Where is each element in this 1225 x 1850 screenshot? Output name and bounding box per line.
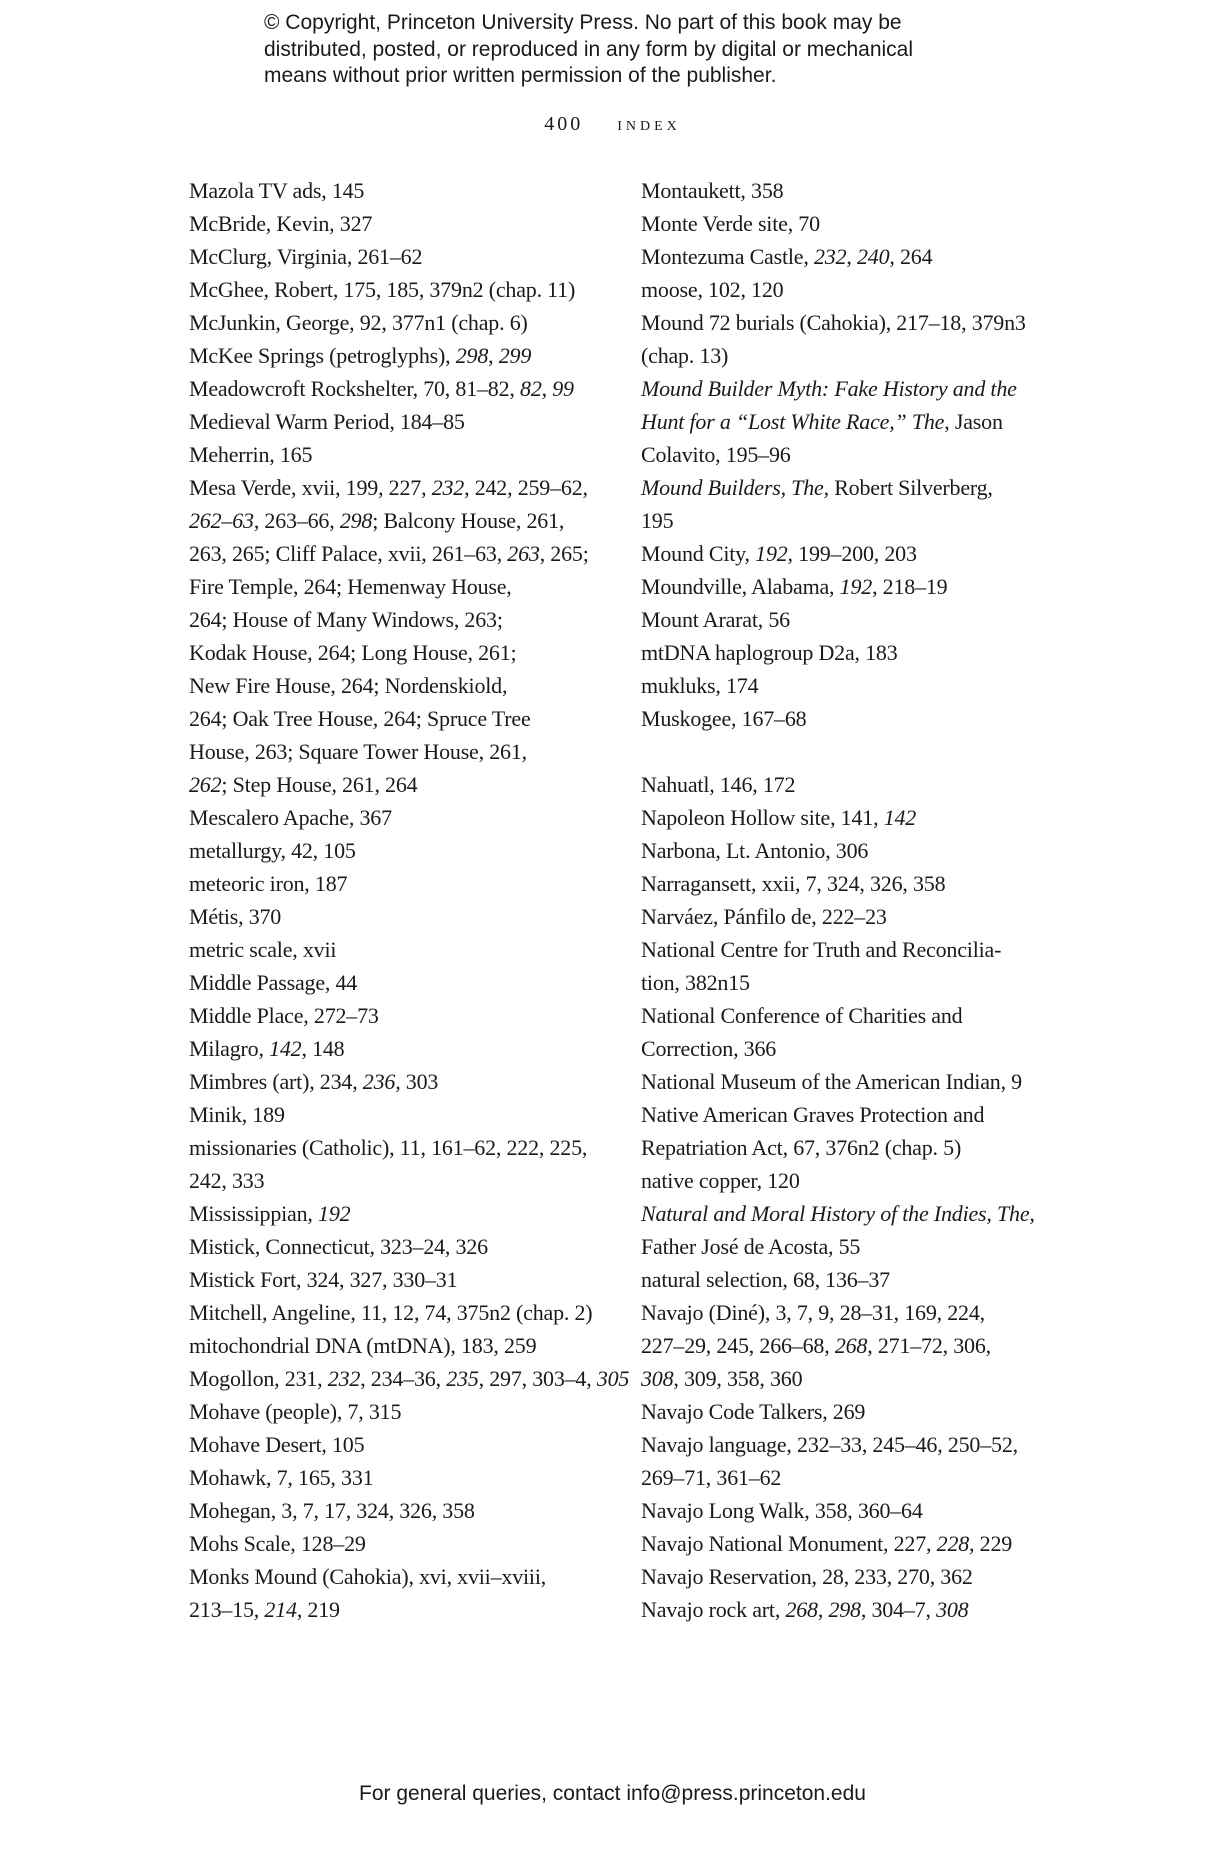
index-entry <box>641 1164 1061 1197</box>
index-entry-text: Middle Passage, 44 <box>189 970 358 995</box>
index-entry <box>641 603 1061 636</box>
index-entry-continuation: Colavito, 195–96 <box>641 442 791 467</box>
index-entry <box>641 1065 1061 1098</box>
index-entry-text: Navajo Code Talkers, 269 <box>641 1399 866 1424</box>
index-entry-continuation: 213–15, 214, 219 <box>189 1597 340 1622</box>
index-entry-text: McBride, Kevin, 327 <box>189 211 373 236</box>
index-entry-continuation: 264; House of Many Windows, 263; <box>189 607 503 632</box>
copyright-line: distributed, posted, or reproduced in any form by digital or mechanical <box>264 37 914 61</box>
index-entry <box>189 834 609 867</box>
index-entry <box>641 834 1061 867</box>
index-entry-text: National Museum of the American Indian, 9 <box>641 1069 1022 1094</box>
index-entry <box>189 801 609 834</box>
index-entry <box>189 372 609 405</box>
index-entry <box>189 867 609 900</box>
index-entry-continuation: New Fire House, 264; Nordenskiold, <box>189 673 508 698</box>
index-entry-text: Mistick, Connecticut, 323–24, 326 <box>189 1234 488 1259</box>
index-entry-text: Mississippian, 192 <box>189 1201 351 1226</box>
index-entry <box>189 1098 609 1131</box>
index-entry-continuation: 242, 333 <box>189 1168 265 1193</box>
index-entry-text: Mohave Desert, 105 <box>189 1432 365 1457</box>
index-entry <box>189 900 609 933</box>
index-entry <box>189 207 609 240</box>
index-entry-text: Navajo Reservation, 28, 233, 270, 362 <box>641 1564 973 1589</box>
index-entry-continuation: Hunt for a “Lost White Race,” The, Jason <box>641 409 1003 434</box>
index-entry-text: meteoric iron, 187 <box>189 871 348 896</box>
index-entry <box>641 1263 1061 1296</box>
copyright-line: means without prior written permission of the publisher. <box>264 64 777 87</box>
index-entry-continuation: tion, 382n15 <box>641 970 750 995</box>
index-entry <box>641 471 1061 537</box>
index-entry-continuation: 227–29, 245, 266–68, 268, 271–72, 306, <box>641 1333 991 1358</box>
index-entry <box>641 372 1061 471</box>
index-entry-text: Mound 72 burials (Cahokia), 217–18, 379n3 <box>641 310 1026 335</box>
index-entry-continuation: Father José de Acosta, 55 <box>641 1234 861 1259</box>
index-entry-text: Mound Builders, The, Robert Silverberg, <box>641 475 993 500</box>
copyright-notice <box>264 10 1024 90</box>
index-entry-continuation: 308, 309, 358, 360 <box>641 1366 803 1391</box>
index-entry-text: Mistick Fort, 324, 327, 330–31 <box>189 1267 458 1292</box>
index-entry <box>189 1428 609 1461</box>
index-entry-text: mitochondrial DNA (mtDNA), 183, 259 <box>189 1333 537 1358</box>
index-entry-text: Mazola TV ads, 145 <box>189 178 365 203</box>
index-entry <box>641 1428 1061 1494</box>
index-entry <box>641 240 1061 273</box>
index-entry <box>641 1098 1061 1164</box>
index-entry-text: Mount Ararat, 56 <box>641 607 790 632</box>
index-entry <box>641 1494 1061 1527</box>
index-entry <box>189 1362 630 1395</box>
index-entry-text: Native American Graves Protection and <box>641 1102 985 1127</box>
index-entry <box>641 933 1061 999</box>
index-entry-continuation: Repatriation Act, 67, 376n2 (chap. 5) <box>641 1135 962 1160</box>
index-entry <box>189 1230 609 1263</box>
index-entry <box>641 306 1061 372</box>
index-entry <box>189 306 609 339</box>
index-entry <box>189 240 609 273</box>
page-number: 400 <box>544 113 584 135</box>
index-entry-text: Mohave (people), 7, 315 <box>189 1399 402 1424</box>
index-entry <box>189 174 609 207</box>
index-entry-text: Narváez, Pánfilo de, 222–23 <box>641 904 887 929</box>
index-entry-text: mtDNA haplogroup D2a, 183 <box>641 640 898 665</box>
index-entry-continuation: Correction, 366 <box>641 1036 777 1061</box>
index-entry <box>641 1527 1061 1560</box>
index-entry-text: Mimbres (art), 234, 236, 303 <box>189 1069 439 1094</box>
index-entry <box>641 537 1061 570</box>
index-entry-text: Montezuma Castle, 232, 240, 264 <box>641 244 933 269</box>
index-column-left <box>189 174 630 1626</box>
index-entry-continuation: 264; Oak Tree House, 264; Spruce Tree <box>189 706 531 731</box>
index-entry-text: Navajo rock art, 268, 298, 304–7, 308 <box>641 1597 969 1622</box>
index-entry <box>189 1032 609 1065</box>
index-entry-text: Medieval Warm Period, 184–85 <box>189 409 465 434</box>
index-entry-text: Montaukett, 358 <box>641 178 784 203</box>
index-entry <box>189 339 609 372</box>
index-entry-text: Monks Mound (Cahokia), xvi, xvii–xviii, <box>189 1564 547 1589</box>
index-entry <box>189 1065 609 1098</box>
index-entry <box>641 1296 1061 1395</box>
index-entry-text: Nahuatl, 146, 172 <box>641 772 796 797</box>
index-entry-text: natural selection, 68, 136–37 <box>641 1267 890 1292</box>
index-entry-text: Mesa Verde, xvii, 199, 227, 232, 242, 259–62, <box>189 475 588 500</box>
index-entry-continuation: Fire Temple, 264; Hemenway House, <box>189 574 512 599</box>
index-entry <box>189 933 609 966</box>
index-entry-text: Mohs Scale, 128–29 <box>189 1531 366 1556</box>
index-entry <box>641 669 1061 702</box>
index-entry-text: McJunkin, George, 92, 377n1 (chap. 6) <box>189 310 528 335</box>
index-entry-text: McKee Springs (petroglyphs), 298, 299 <box>189 343 532 368</box>
index-entry <box>641 207 1061 240</box>
index-entry-continuation: 262–63, 263–66, 298; Balcony House, 261, <box>189 508 565 533</box>
index-entry-text: Milagro, 142, 148 <box>189 1036 345 1061</box>
index-entry <box>189 1197 609 1230</box>
index-entry-text: native copper, 120 <box>641 1168 800 1193</box>
index-entry-text: Mohawk, 7, 165, 331 <box>189 1465 374 1490</box>
index-entry-text: Navajo National Monument, 227, 228, 229 <box>641 1531 1013 1556</box>
index-entry-text: Mound Builder Myth: Fake History and the <box>641 376 1017 401</box>
index-entry-text: missionaries (Catholic), 11, 161–62, 222, 225, <box>189 1135 588 1160</box>
index-entry <box>641 768 1061 801</box>
index-entry-text: Mohegan, 3, 7, 17, 324, 326, 358 <box>189 1498 475 1523</box>
index-entry-continuation: House, 263; Square Tower House, 261, <box>189 739 527 764</box>
index-entry-text: McGhee, Robert, 175, 185, 379n2 (chap. 11) <box>189 277 576 302</box>
index-entry-continuation: (chap. 13) <box>641 343 729 368</box>
index-column-right <box>641 174 1061 1626</box>
index-entry-text: Meadowcroft Rockshelter, 70, 81–82, 82, 99 <box>189 376 574 401</box>
index-entry-text: Minik, 189 <box>189 1102 285 1127</box>
index-entry-text: Métis, 370 <box>189 904 282 929</box>
index-entry-continuation: Kodak House, 264; Long House, 261; <box>189 640 517 665</box>
index-entry-text: Mescalero Apache, 367 <box>189 805 392 830</box>
index-entry <box>189 1329 609 1362</box>
index-entry <box>641 1593 1061 1626</box>
index-entry <box>189 438 609 471</box>
index-entry <box>641 1560 1061 1593</box>
index-entry-text: Natural and Moral History of the Indies, The, <box>641 1201 1035 1226</box>
index-entry <box>189 1131 609 1197</box>
letter-group-gap <box>641 735 1061 768</box>
index-entry <box>189 405 609 438</box>
index-entry <box>641 174 1061 207</box>
index-entry <box>189 1494 609 1527</box>
index-entry-text: Navajo (Diné), 3, 7, 9, 28–31, 169, 224, <box>641 1300 985 1325</box>
index-entry <box>641 900 1061 933</box>
index-entry-text: Napoleon Hollow site, 141, 142 <box>641 805 917 830</box>
index-entry <box>189 471 609 801</box>
index-entry-text: Monte Verde site, 70 <box>641 211 820 236</box>
index-entry <box>189 1263 609 1296</box>
index-entry <box>641 636 1061 669</box>
index-entry <box>641 702 1061 735</box>
index-entry <box>189 999 609 1032</box>
index-entry-text: mukluks, 174 <box>641 673 759 698</box>
index-entry <box>189 1461 609 1494</box>
page-title: index <box>617 113 681 135</box>
index-entry-continuation: 263, 265; Cliff Palace, xvii, 261–63, 263, 265; <box>189 541 589 566</box>
index-entry-text: Navajo Long Walk, 358, 360–64 <box>641 1498 923 1523</box>
index-entry <box>189 1527 609 1560</box>
index-entry <box>189 966 609 999</box>
index-entry <box>641 570 1061 603</box>
index-entry-text: Meherrin, 165 <box>189 442 313 467</box>
index-entry <box>189 273 609 306</box>
index-entry-text: Mogollon, 231, 232, 234–36, 235, 297, 303–4, 305 <box>189 1366 630 1391</box>
index-entry-text: moose, 102, 120 <box>641 277 784 302</box>
index-entry-text: Narbona, Lt. Antonio, 306 <box>641 838 869 863</box>
index-entry-text: National Centre for Truth and Reconcilia- <box>641 937 1002 962</box>
index-entry-text: National Conference of Charities and <box>641 1003 963 1028</box>
index-entry-text: Mound City, 192, 199–200, 203 <box>641 541 917 566</box>
index-entry <box>641 273 1061 306</box>
footer-contact: For general queries, contact info@press.princeton.edu <box>359 1782 866 1805</box>
copyright-line: © Copyright, Princeton University Press. No part of this book may be <box>264 11 902 34</box>
index-entry <box>641 999 1061 1065</box>
index-entry <box>641 1395 1061 1428</box>
index-entry <box>189 1395 609 1428</box>
index-entry-text: Mitchell, Angeline, 11, 12, 74, 375n2 (chap. 2) <box>189 1300 593 1325</box>
index-entry <box>189 1560 609 1626</box>
index-entry-text: metallurgy, 42, 105 <box>189 838 356 863</box>
index-entry <box>641 801 1061 834</box>
index-entry-continuation: 269–71, 361–62 <box>641 1465 782 1490</box>
index-entry-text: Middle Place, 272–73 <box>189 1003 379 1028</box>
running-head <box>0 113 1225 136</box>
index-entry <box>641 867 1061 900</box>
index-entry <box>641 1197 1061 1263</box>
index-entry-text: Narragansett, xxii, 7, 324, 326, 358 <box>641 871 946 896</box>
index-entry-text: Moundville, Alabama, 192, 218–19 <box>641 574 948 599</box>
index-entry-text: McClurg, Virginia, 261–62 <box>189 244 423 269</box>
index-entry-continuation: 195 <box>641 508 674 533</box>
index-entry <box>189 1296 609 1329</box>
index-entry-continuation: 262; Step House, 261, 264 <box>189 772 418 797</box>
index-entry-text: Navajo language, 232–33, 245–46, 250–52, <box>641 1432 1018 1457</box>
index-entry-text: metric scale, xvii <box>189 937 337 962</box>
index-entry-text: Muskogee, 167–68 <box>641 706 807 731</box>
